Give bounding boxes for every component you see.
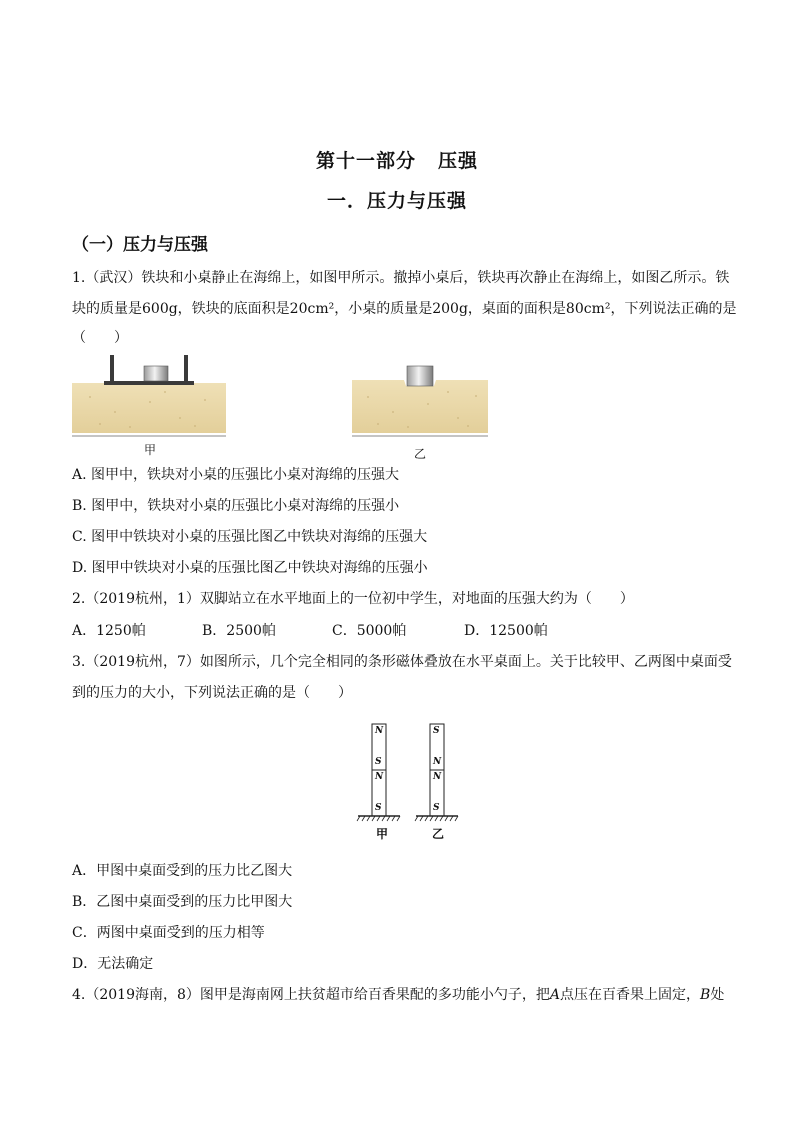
iron-block-b	[407, 366, 433, 386]
q1-option-c: C. 图甲中铁块对小桌的压强比图乙中铁块对海绵的压强大	[72, 529, 428, 545]
sub-section-title: （一）压力与压强	[72, 235, 208, 255]
q1-option-d: D. 图甲中铁块对小桌的压强比图乙中铁块对海绵的压强小	[72, 560, 428, 576]
point-b-var: B	[700, 987, 711, 1003]
q4-text-line1: 4.（2019海南，8）图甲是海南网上扶贫超市给百香果配的多功能小勺子，把A点压在百香果上固定，B处	[72, 987, 725, 1003]
q1-text-line3: （ ）	[72, 330, 128, 346]
q1-figure-b	[348, 352, 492, 438]
magnet-b1-pole-n: N	[433, 757, 442, 767]
magnet-a2-pole-n: N	[375, 772, 384, 782]
table-top	[104, 381, 194, 385]
iron-block-a	[144, 366, 168, 381]
q3-option-d: D．无法确定	[72, 956, 154, 972]
magnet-a2-pole-s: S	[375, 803, 382, 813]
q2-options-row	[72, 620, 548, 640]
magnet-a1-pole-n: N	[375, 726, 384, 736]
magnet-a1-pole-s: S	[375, 757, 382, 767]
q3-option-c: C．两图中桌面受到的压力相等	[72, 925, 265, 941]
part-title-number: 第十一部分	[315, 150, 416, 172]
part-title	[0, 146, 794, 173]
magnet-b2-pole-s: S	[433, 803, 440, 813]
q3-text-line1: 3.（2019杭州，7）如图所示，几个完全相同的条形磁体叠放在水平桌面上。关于比较甲、乙两图中桌面受	[72, 654, 732, 670]
magnet-b1-pole-s-top: S	[433, 726, 440, 736]
q2-option-b: B．2500帕	[202, 623, 276, 639]
sponge-a	[72, 383, 226, 433]
q1-text-line2: 块的质量是600g，铁块的底面积是20cm²，小桌的质量是200g，桌面的面积是80cm²，下列说法正确的是	[72, 301, 737, 317]
q1-figure-b-label: 乙	[413, 447, 426, 461]
q3-figure-a-label: 甲	[375, 827, 388, 841]
q1-option-b: B. 图甲中，铁块对小桌的压强比小桌对海绵的压强小	[72, 498, 400, 514]
point-a-var: A	[549, 987, 561, 1003]
table-leg-right	[184, 355, 188, 385]
sponge-b	[352, 380, 488, 433]
q1-option-a: A. 图甲中，铁块对小桌的压强比小桌对海绵的压强大	[72, 467, 400, 483]
q3-option-b: B．乙图中桌面受到的压力比甲图大	[72, 894, 293, 910]
q2-text-line1: 2.（2019杭州，1）双脚站立在水平地面上的一位初中学生，对地面的压强大约为（ ）	[72, 591, 634, 607]
part-title-topic: 压强	[438, 150, 479, 172]
q1-figure-a	[70, 352, 230, 438]
section-title: 一．压力与压强	[326, 190, 467, 212]
q3-text-line2: 到的压力的大小，下列说法正确的是（ ）	[72, 685, 352, 701]
q2-option-d: D．12500帕	[464, 623, 548, 639]
q1-figure-a-label: 甲	[143, 443, 156, 457]
q1-text-line1: 1.（武汉）铁块和小桌静止在海绵上，如图甲所示。撤掉小桌后，铁块再次静止在海绵上，如图乙所示。铁	[72, 270, 730, 286]
magnet-b2-pole-n: N	[433, 772, 442, 782]
table-leg-left	[110, 355, 114, 385]
q2-option-a: A．1250帕	[72, 623, 146, 639]
q3-figure-b-label: 乙	[431, 827, 444, 841]
q2-option-c: C．5000帕	[332, 623, 407, 639]
q3-option-a: A．甲图中桌面受到的压力比乙图大	[72, 863, 293, 879]
